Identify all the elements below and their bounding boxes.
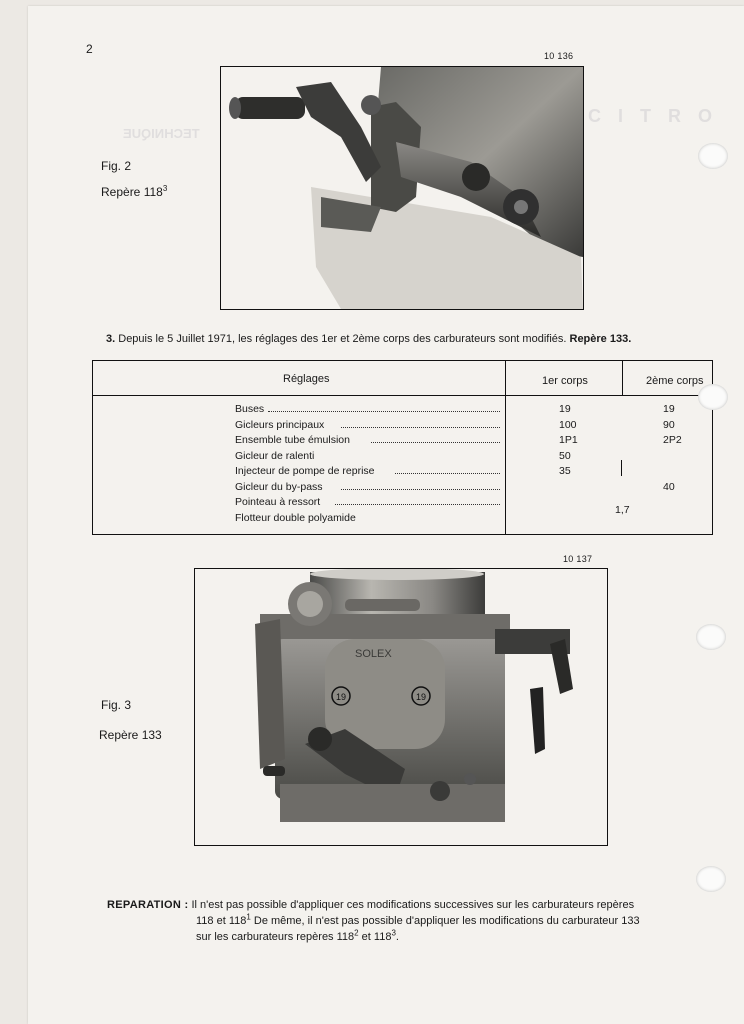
table-tick-mark bbox=[621, 460, 622, 476]
carburetor-brand-text: SOLEX bbox=[355, 648, 392, 660]
punch-hole bbox=[698, 143, 728, 169]
table-rows bbox=[235, 403, 705, 527]
show-through-text: TECHNIQUE bbox=[123, 126, 200, 141]
table-header-first-barrel: 1er corps bbox=[542, 375, 588, 387]
paragraph-text: Depuis le 5 Juillet 1971, les réglages des 1er et 2ème corps des carburateurs sont modifiés. bbox=[118, 333, 567, 345]
table-row: Flotteur double polyamide bbox=[235, 511, 356, 524]
solex-carburetor-illustration bbox=[195, 569, 607, 845]
paragraph-repere: Repère 133. bbox=[569, 333, 632, 345]
paragraph-3 bbox=[106, 333, 706, 345]
table-row: Injecteur de pompe de reprise 35 bbox=[235, 465, 571, 477]
table-row: Ensemble tube émulsion 1P1 2P2 bbox=[235, 434, 682, 446]
table-header-divider bbox=[93, 395, 712, 396]
table-row: Gicleurs principaux 100 90 bbox=[235, 418, 675, 431]
table-row: Pointeau à ressort 1,7 bbox=[235, 496, 630, 516]
page-number: 2 bbox=[86, 42, 93, 56]
settings-table bbox=[92, 360, 713, 535]
punch-hole bbox=[698, 384, 728, 410]
figure-2-photo bbox=[220, 66, 584, 310]
carburetor-linkage-illustration bbox=[221, 67, 583, 309]
figure-3-label: Fig. 3 bbox=[101, 698, 132, 712]
table-row: Gicleur du by-pass 40 bbox=[235, 480, 675, 493]
table-column-divider bbox=[622, 361, 623, 395]
figure-3-reference: 10 137 bbox=[563, 554, 593, 564]
table-header-second-barrel: 2ème corps bbox=[646, 375, 704, 387]
table-header-settings: Réglages bbox=[283, 373, 330, 385]
show-through-text: C I T R O bbox=[588, 106, 718, 126]
punch-hole bbox=[696, 624, 726, 650]
jet-size-badge-right: 19 bbox=[416, 692, 427, 702]
paragraph-number: 3. bbox=[106, 333, 116, 345]
figure-3-photo bbox=[194, 568, 608, 846]
table-row: Buses 19 19 bbox=[235, 403, 675, 415]
reparation-key: REPARATION : bbox=[107, 899, 189, 911]
figure-2-repere: Repère $118^3$ bbox=[101, 184, 168, 199]
figure-3-repere: Repère 133 bbox=[99, 728, 162, 742]
document-page bbox=[28, 6, 744, 1024]
punch-hole bbox=[696, 866, 726, 892]
figure-2-label: Fig. 2 bbox=[101, 159, 132, 173]
jet-size-badge-left: 19 bbox=[336, 692, 347, 702]
figure-2-reference: 10 136 bbox=[544, 51, 574, 61]
table-row: Gicleur de ralenti 50 bbox=[235, 449, 571, 462]
reparation-note: REPARATION : Il n'est pas possible d'appliquer ces modifications successives sur les carburateurs repères 118 et $118^1$ De même, il n'est pas possible d'appliquer les modifications du carburateur 133 sur les carburateurs repères $118^2$ et $118^3$. bbox=[107, 899, 640, 943]
